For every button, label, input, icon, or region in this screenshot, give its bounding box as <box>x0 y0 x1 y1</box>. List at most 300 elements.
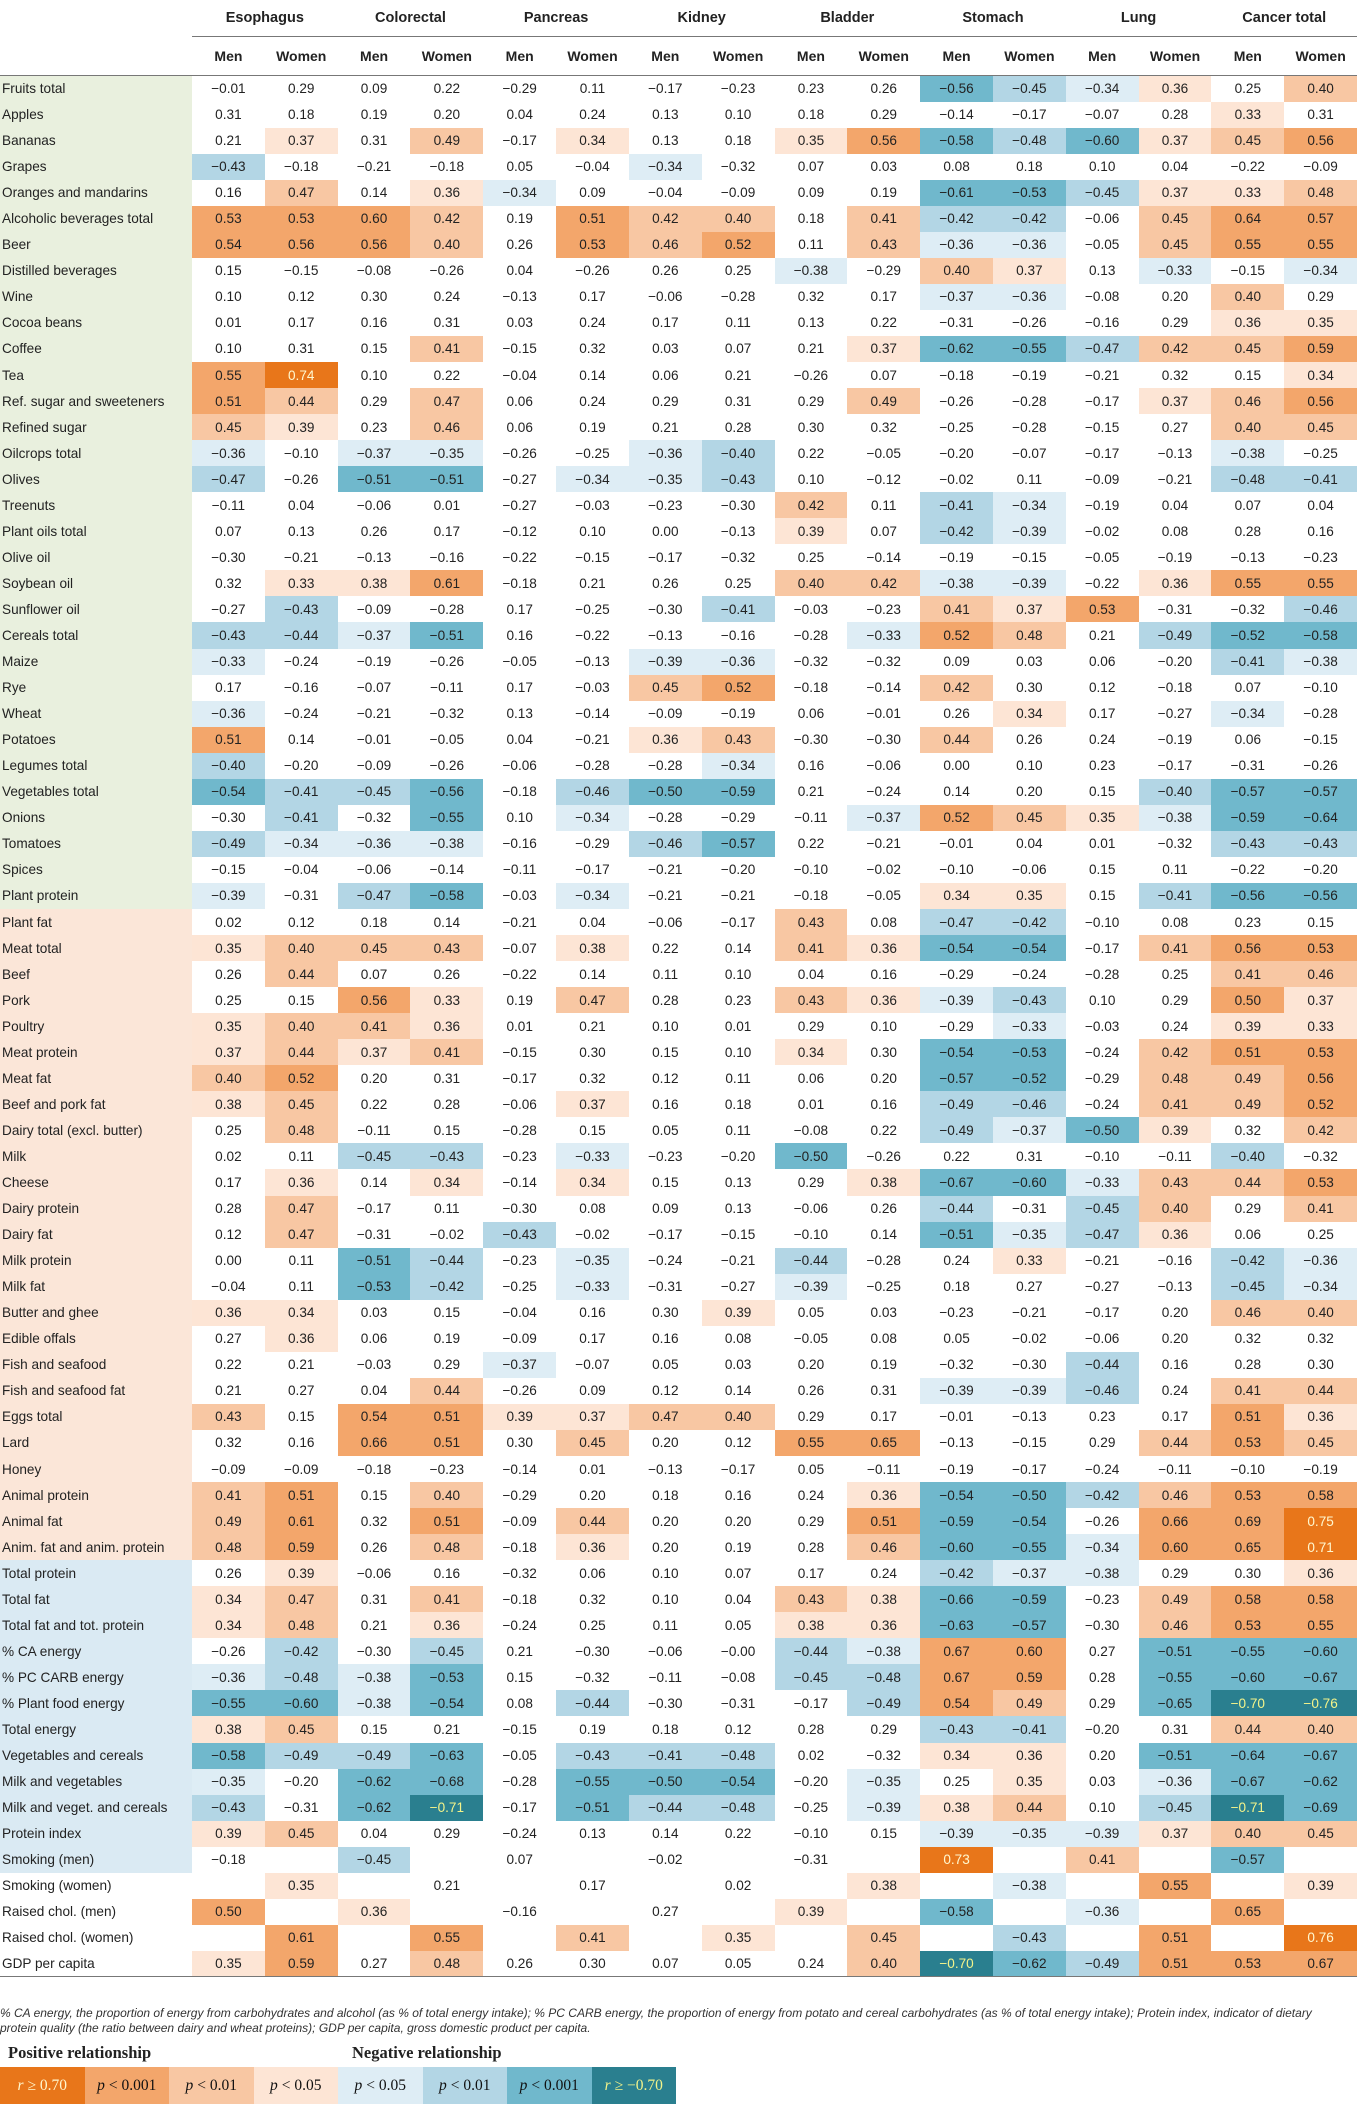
value-cell: 0.30 <box>797 419 825 435</box>
value-cell: 0.11 <box>725 1122 751 1138</box>
value-cell: 0.26 <box>433 966 461 982</box>
value-cell: −0.13 <box>939 1435 974 1451</box>
value-cell: 0.04 <box>360 1383 388 1399</box>
value-cell: 0.35 <box>775 128 848 154</box>
value-cell: 0.11 <box>1162 862 1188 878</box>
value-cell: 0.10 <box>1016 758 1043 774</box>
value-cell: −0.10 <box>1230 1461 1265 1477</box>
value-cell: 0.29 <box>1161 992 1189 1008</box>
value-cell: 0.15 <box>652 1044 679 1060</box>
value-cell: 0.33 <box>993 1248 1066 1274</box>
value-cell: 0.41 <box>410 1039 483 1065</box>
value-cell: 0.26 <box>215 1565 242 1581</box>
row-label: Vegetables and cereals <box>0 1743 192 1769</box>
value-cell: 0.10 <box>870 1018 897 1034</box>
value-cell: −0.11 <box>1158 1148 1192 1164</box>
value-cell: 0.36 <box>629 727 702 753</box>
value-cell: 0.03 <box>870 1305 897 1321</box>
value-cell: −0.56 <box>920 76 993 102</box>
table-row <box>0 1638 1357 1664</box>
value-cell: 0.20 <box>652 1539 679 1555</box>
value-cell: 0.39 <box>265 1560 338 1586</box>
row-label: Fish and seafood fat <box>0 1378 192 1404</box>
value-cell: −0.29 <box>866 263 901 279</box>
value-cell: 0.15 <box>360 1487 388 1503</box>
sex-header: Men <box>505 48 534 64</box>
value-cell: 0.34 <box>192 1612 265 1638</box>
table-row <box>0 675 1357 701</box>
value-cell: 0.41 <box>556 1925 629 1951</box>
value-cell: −0.15 <box>211 862 246 878</box>
value-cell: 0.51 <box>1211 1039 1284 1065</box>
value-cell: −0.42 <box>265 1638 338 1664</box>
value-cell: 0.40 <box>702 206 775 232</box>
value-cell: −0.69 <box>1284 1795 1357 1821</box>
value-cell: −0.16 <box>1157 1253 1193 1269</box>
value-cell: −0.04 <box>502 367 537 383</box>
sex-header: Women <box>712 48 764 64</box>
value-cell: 0.58 <box>1284 1586 1357 1612</box>
value-cell: 0.16 <box>797 758 825 774</box>
value-cell: 0.35 <box>192 1013 265 1039</box>
value-cell: −0.47 <box>192 466 265 492</box>
value-cell: 0.09 <box>652 1201 679 1217</box>
value-cell <box>775 1925 848 1951</box>
value-cell: −0.00 <box>720 1643 756 1659</box>
value-cell: 0.12 <box>215 1227 242 1243</box>
value-cell: −0.36 <box>192 701 265 727</box>
table-row <box>0 1143 1357 1169</box>
table-row <box>0 1482 1357 1508</box>
value-cell: 0.29 <box>1088 1695 1116 1711</box>
value-cell: −0.01 <box>939 836 974 852</box>
value-cell: −0.25 <box>939 419 974 435</box>
value-cell: 0.20 <box>1016 784 1043 800</box>
value-cell: −0.41 <box>993 1716 1066 1742</box>
table-row <box>0 1508 1357 1534</box>
value-cell: −0.54 <box>993 935 1066 961</box>
value-cell: 0.23 <box>360 419 388 435</box>
value-cell: 0.15 <box>360 1721 388 1737</box>
value-cell: 0.33 <box>1211 180 1284 206</box>
value-cell: 0.56 <box>847 128 920 154</box>
value-cell: 0.04 <box>1161 497 1189 513</box>
value-cell: −0.26 <box>502 1383 537 1399</box>
value-cell: −0.22 <box>502 549 537 565</box>
value-cell: −0.29 <box>939 966 974 982</box>
row-label: Apples <box>0 102 192 128</box>
value-cell: −0.04 <box>575 159 610 175</box>
value-cell: −0.25 <box>793 1800 829 1816</box>
value-cell: −0.04 <box>284 862 319 878</box>
legend-symbol: r <box>17 2076 24 2094</box>
value-cell: −0.43 <box>265 596 338 622</box>
value-cell: 0.04 <box>579 914 606 930</box>
value-cell: −0.49 <box>192 831 265 857</box>
table-row <box>0 1769 1357 1795</box>
value-cell: −0.43 <box>702 466 775 492</box>
table-row <box>0 336 1357 362</box>
value-cell: 0.53 <box>192 206 265 232</box>
value-cell: 0.34 <box>775 1039 848 1065</box>
value-cell: −0.23 <box>502 1253 537 1269</box>
value-cell: 0.05 <box>652 1357 679 1373</box>
row-label: Tea <box>0 362 192 388</box>
value-cell: 0.25 <box>215 1122 242 1138</box>
table-row <box>0 1795 1357 1821</box>
table-row <box>0 128 1357 154</box>
value-cell: 0.37 <box>1284 987 1357 1013</box>
row-label: Smoking (women) <box>2 1878 112 1894</box>
value-cell: −0.02 <box>1084 523 1120 539</box>
value-cell: 0.39 <box>1139 1117 1212 1143</box>
value-cell: 0.55 <box>1211 570 1284 596</box>
value-cell: −0.49 <box>1139 622 1212 648</box>
value-cell: −0.62 <box>993 1951 1066 1977</box>
value-cell: −0.13 <box>1012 1409 1047 1425</box>
legend-swatch <box>338 2067 423 2104</box>
value-cell: 0.29 <box>870 1721 897 1737</box>
value-cell: 0.30 <box>652 1305 679 1321</box>
value-cell: −0.06 <box>1084 1331 1120 1347</box>
value-cell: −0.08 <box>793 1122 829 1138</box>
value-cell: 0.53 <box>1211 1951 1284 1977</box>
value-cell: −0.26 <box>1084 1513 1120 1529</box>
value-cell: −0.24 <box>648 1253 683 1269</box>
value-cell: −0.47 <box>1066 336 1139 362</box>
value-cell: −0.40 <box>702 440 775 466</box>
value-cell: 0.43 <box>775 1586 848 1612</box>
value-cell: −0.51 <box>410 466 483 492</box>
value-cell: 0.46 <box>410 414 483 440</box>
value-cell: −0.31 <box>720 1695 756 1711</box>
value-cell: −0.26 <box>211 1643 246 1659</box>
value-cell: 0.17 <box>579 289 606 305</box>
value-cell <box>192 1873 265 1899</box>
value-cell: −0.49 <box>265 1743 338 1769</box>
value-cell: 0.31 <box>1016 1148 1043 1164</box>
value-cell: −0.13 <box>1157 1279 1193 1295</box>
value-cell: 0.37 <box>1139 1821 1212 1847</box>
value-cell: 0.29 <box>1307 289 1334 305</box>
value-cell: 0.45 <box>556 1430 629 1456</box>
value-cell: 0.21 <box>506 1643 533 1659</box>
value-cell: −0.44 <box>775 1638 848 1664</box>
value-cell: 0.53 <box>1284 935 1357 961</box>
value-cell: −0.45 <box>410 1638 483 1664</box>
value-cell: 0.14 <box>287 732 315 748</box>
table-row <box>0 180 1357 206</box>
value-cell: 0.37 <box>556 1404 629 1430</box>
value-cell: 0.28 <box>1234 1357 1262 1373</box>
legend-symbol: p <box>270 2076 278 2094</box>
value-cell: −0.37 <box>993 1117 1066 1143</box>
value-cell: −0.02 <box>429 1227 465 1243</box>
value-cell: −0.54 <box>920 935 993 961</box>
value-cell: −0.48 <box>847 1664 920 1690</box>
value-cell: −0.59 <box>1211 805 1284 831</box>
legend-threshold: < 0.05 <box>281 2076 322 2094</box>
value-cell: 0.34 <box>920 883 993 909</box>
value-cell: 0.17 <box>870 289 897 305</box>
value-cell: 0.25 <box>797 549 825 565</box>
table-row <box>0 1404 1357 1430</box>
value-cell: 0.07 <box>629 1951 702 1977</box>
value-cell: −0.18 <box>939 367 974 383</box>
value-cell: −0.24 <box>502 1826 537 1842</box>
value-cell: −0.19 <box>720 706 756 722</box>
value-cell: 0.29 <box>797 1409 825 1425</box>
value-cell: 0.29 <box>1161 1565 1189 1581</box>
value-cell: −0.17 <box>1084 1305 1120 1321</box>
value-cell <box>1211 1925 1284 1951</box>
row-label: Smoking (men) <box>0 1847 192 1873</box>
value-cell: 0.56 <box>1284 388 1357 414</box>
value-cell: 0.16 <box>433 1565 461 1581</box>
value-cell: −0.44 <box>410 1248 483 1274</box>
value-cell: 0.47 <box>265 180 338 206</box>
value-cell: −0.26 <box>1012 315 1047 331</box>
value-cell: 0.08 <box>943 159 970 175</box>
value-cell: 0.11 <box>652 1617 679 1633</box>
value-cell: −0.22 <box>1230 862 1265 878</box>
value-cell: −0.17 <box>356 1201 392 1217</box>
value-cell <box>265 1847 338 1873</box>
value-cell: 0.02 <box>724 1878 752 1894</box>
value-cell: −0.29 <box>502 81 537 97</box>
value-cell: 0.69 <box>1211 1508 1284 1534</box>
value-cell: −0.36 <box>1139 1769 1212 1795</box>
value-cell: 0.29 <box>1161 315 1189 331</box>
value-cell: 0.76 <box>1284 1925 1357 1951</box>
value-cell: −0.45 <box>1139 1795 1212 1821</box>
value-cell: −0.26 <box>793 367 829 383</box>
value-cell: 0.01 <box>1088 836 1116 852</box>
value-cell: 0.22 <box>797 836 825 852</box>
cancer-header: Esophagus <box>192 0 338 37</box>
value-cell: 0.20 <box>579 1487 606 1503</box>
value-cell: −0.32 <box>939 1357 974 1373</box>
sex-header: Men <box>942 48 971 64</box>
legend-positive-title: Positive relationship <box>8 2043 152 2062</box>
value-cell: −0.42 <box>1066 1482 1139 1508</box>
value-cell: 0.22 <box>215 1357 242 1373</box>
table-row <box>0 1612 1357 1638</box>
value-cell: −0.07 <box>356 680 392 696</box>
value-cell: 0.40 <box>192 1065 265 1091</box>
value-cell <box>993 1847 1066 1873</box>
value-cell: −0.06 <box>356 1565 392 1581</box>
value-cell: 0.14 <box>433 914 461 930</box>
value-cell: −0.06 <box>648 1643 683 1659</box>
row-label: Soybean oil <box>0 570 192 596</box>
value-cell: −0.36 <box>702 649 775 675</box>
value-cell: 0.27 <box>215 1331 242 1347</box>
value-cell: 0.31 <box>724 393 752 409</box>
row-label: Meat total <box>0 935 192 961</box>
value-cell: −0.31 <box>1230 758 1265 774</box>
value-cell: 0.33 <box>265 570 338 596</box>
value-cell: −0.21 <box>356 159 392 175</box>
value-cell: 0.07 <box>506 1852 533 1868</box>
value-cell: −0.18 <box>793 680 829 696</box>
value-cell: −0.39 <box>1066 1821 1139 1847</box>
value-cell: −0.21 <box>1084 367 1120 383</box>
value-cell: 0.20 <box>1161 1305 1189 1321</box>
value-cell: −0.67 <box>1284 1743 1357 1769</box>
value-cell: −0.05 <box>1084 237 1120 253</box>
value-cell: 0.03 <box>724 1357 752 1373</box>
value-cell: −0.23 <box>1084 1591 1120 1607</box>
value-cell: 0.20 <box>1161 289 1189 305</box>
value-cell: 0.50 <box>1211 987 1284 1013</box>
value-cell: −0.48 <box>702 1743 775 1769</box>
table-row <box>0 857 1357 883</box>
value-cell: −0.66 <box>920 1586 993 1612</box>
value-cell: 0.10 <box>1088 992 1116 1008</box>
value-cell: 0.44 <box>1139 1430 1212 1456</box>
value-cell: −0.17 <box>720 914 756 930</box>
value-cell: −0.29 <box>720 810 756 826</box>
value-cell: 0.08 <box>870 1331 897 1347</box>
value-cell: 0.26 <box>652 575 679 591</box>
value-cell: −0.30 <box>866 732 901 748</box>
value-cell: 0.38 <box>192 1716 265 1742</box>
row-label: Rye <box>0 675 192 701</box>
table-row <box>0 232 1357 258</box>
value-cell: 0.43 <box>702 727 775 753</box>
value-cell: 0.61 <box>265 1925 338 1951</box>
value-cell: 0.12 <box>652 1070 679 1086</box>
value-cell: 0.26 <box>797 1383 825 1399</box>
value-cell: 0.14 <box>943 784 970 800</box>
value-cell: −0.11 <box>211 497 246 513</box>
value-cell: 0.14 <box>652 1826 679 1842</box>
value-cell: 0.32 <box>1307 1331 1334 1347</box>
value-cell: −0.30 <box>211 549 246 565</box>
value-cell: 0.45 <box>1284 414 1357 440</box>
value-cell: 0.32 <box>579 1070 606 1086</box>
value-cell: −0.32 <box>1230 601 1265 617</box>
value-cell: −0.21 <box>284 549 319 565</box>
value-cell: −0.28 <box>1303 706 1338 722</box>
value-cell: −0.31 <box>648 1279 683 1295</box>
value-cell: −0.40 <box>1139 779 1212 805</box>
value-cell: 0.15 <box>433 1305 461 1321</box>
value-cell: −0.34 <box>1284 258 1357 284</box>
table-row <box>0 701 1357 727</box>
value-cell: 0.44 <box>265 961 338 987</box>
table-row <box>0 1039 1357 1065</box>
value-cell: −0.02 <box>939 471 974 487</box>
value-cell: 0.53 <box>556 232 629 258</box>
value-cell: 0.38 <box>192 1091 265 1117</box>
value-cell <box>1139 1847 1212 1873</box>
value-cell: 0.11 <box>725 1070 751 1086</box>
value-cell: 0.34 <box>410 1169 483 1195</box>
value-cell: −0.21 <box>356 706 392 722</box>
value-cell: 0.43 <box>192 1404 265 1430</box>
value-cell: 0.33 <box>1211 102 1284 128</box>
value-cell: 0.34 <box>1284 362 1357 388</box>
value-cell: −0.32 <box>866 1748 901 1764</box>
value-cell: 0.43 <box>410 935 483 961</box>
cancer-header: Stomach <box>920 0 1066 37</box>
value-cell: 0.17 <box>579 1878 606 1894</box>
value-cell: −0.33 <box>556 1143 629 1169</box>
value-cell: 0.56 <box>338 987 411 1013</box>
value-cell: −0.34 <box>556 805 629 831</box>
value-cell: −0.09 <box>1084 471 1120 487</box>
value-cell: 0.26 <box>1016 732 1043 748</box>
value-cell: 0.46 <box>847 1534 920 1560</box>
value-cell: 0.13 <box>579 1826 606 1842</box>
value-cell: −0.18 <box>429 159 465 175</box>
value-cell: −0.58 <box>920 1899 993 1925</box>
value-cell: 0.21 <box>724 367 752 383</box>
value-cell: −0.64 <box>1211 1743 1284 1769</box>
value-cell: −0.19 <box>1012 367 1047 383</box>
row-label: Potatoes <box>0 727 192 753</box>
value-cell: 0.11 <box>288 1253 314 1269</box>
value-cell: 0.33 <box>410 987 483 1013</box>
value-cell: 0.54 <box>338 1404 411 1430</box>
value-cell: −0.45 <box>1066 1196 1139 1222</box>
value-cell: 0.36 <box>192 1300 265 1326</box>
value-cell: 0.35 <box>1066 805 1139 831</box>
value-cell: 0.16 <box>870 1096 897 1112</box>
value-cell: 0.42 <box>410 206 483 232</box>
value-cell: −0.42 <box>1211 1248 1284 1274</box>
value-cell: −0.19 <box>1157 549 1193 565</box>
value-cell: 0.41 <box>410 1586 483 1612</box>
value-cell: 0.18 <box>797 107 825 123</box>
value-cell: 0.36 <box>1139 76 1212 102</box>
value-cell: 0.06 <box>506 419 533 435</box>
value-cell: 0.42 <box>629 206 702 232</box>
value-cell: −0.41 <box>265 805 338 831</box>
value-cell: −0.43 <box>192 622 265 648</box>
value-cell: 0.49 <box>410 128 483 154</box>
corner-cell <box>0 0 192 37</box>
table-row <box>0 883 1357 909</box>
value-cell: 0.29 <box>1088 1435 1116 1451</box>
value-cell: −0.30 <box>575 1643 610 1659</box>
value-cell: 0.41 <box>338 1013 411 1039</box>
value-cell: 0.18 <box>360 914 388 930</box>
sex-header: Women <box>1295 48 1346 64</box>
value-cell: 0.17 <box>506 601 533 617</box>
value-cell: −0.05 <box>502 654 537 670</box>
value-cell: −0.02 <box>575 1227 610 1243</box>
table-row <box>0 805 1357 831</box>
value-cell: 0.55 <box>1211 232 1284 258</box>
value-cell: −0.16 <box>284 680 319 696</box>
value-cell: −0.18 <box>356 1461 392 1477</box>
value-cell <box>192 1925 265 1951</box>
value-cell: −0.18 <box>793 888 829 904</box>
value-cell: 0.64 <box>1211 206 1284 232</box>
value-cell: 0.53 <box>1066 596 1139 622</box>
value-cell: 0.19 <box>579 419 606 435</box>
value-cell: −0.37 <box>847 805 920 831</box>
value-cell: −0.08 <box>720 1669 756 1685</box>
value-cell: −0.38 <box>993 1873 1066 1899</box>
value-cell: −0.49 <box>847 1690 920 1716</box>
value-cell: 0.48 <box>993 622 1066 648</box>
value-cell: 0.32 <box>215 575 242 591</box>
value-cell: 0.44 <box>1211 1169 1284 1195</box>
